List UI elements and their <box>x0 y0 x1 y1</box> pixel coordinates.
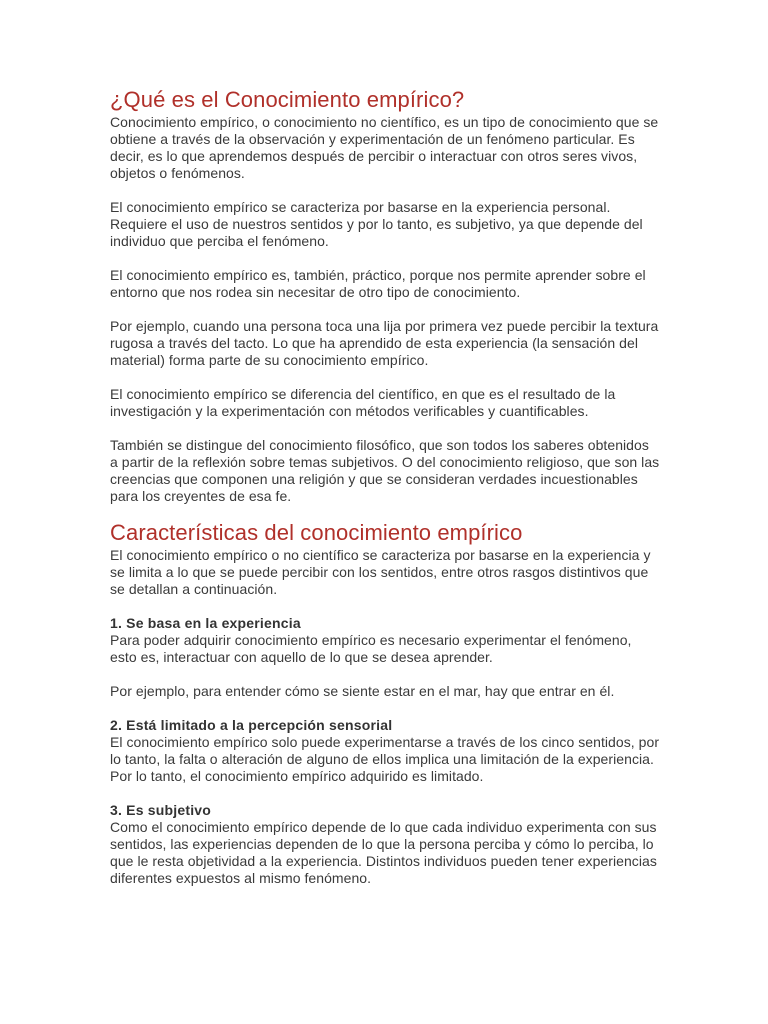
paragraph: El conocimiento empírico se caracteriza por basarse en la experiencia personal. Requiere el uso de nuestros sentidos y por lo tanto, es subjetivo, ya que depende del individuo que perciba el fenómeno. <box>110 199 643 249</box>
document-page <box>110 86 660 887</box>
paragraph: Conocimiento empírico, o conocimiento no científico, es un tipo de conocimiento que se obtiene a través de la observación y experimentación de un fenómeno particular. Es decir, es lo que aprendemos después de percibir o interactuar con otros seres vivos, objetos o fenómenos. <box>110 114 659 181</box>
paragraph: Como el conocimiento empírico depende de lo que cada individuo experimenta con sus sentidos, las experiencias dependen de lo que la persona perciba y cómo lo perciba, lo que le resta objetividad a la experiencia. Distintos individuos pueden tener experiencias diferentes expuestos al mismo fenómeno. <box>110 819 657 886</box>
paragraph: Por ejemplo, cuando una persona toca una lija por primera vez puede percibir la textura rugosa a través del tacto. Lo que ha aprendido de esta experiencia (la sensación del material) forma parte de su conocimiento empírico. <box>110 318 659 368</box>
section-heading-caracteristicas: Características del conocimiento empírico <box>110 520 523 545</box>
paragraph: Por ejemplo, para entender cómo se siente estar en el mar, hay que entrar en él. <box>110 683 615 699</box>
item-title-subjetivo: 3. Es subjetivo <box>110 802 212 818</box>
item-title-experiencia: 1. Se basa en la experiencia <box>110 615 301 631</box>
paragraph: También se distingue del conocimiento filosófico, que son todos los saberes obtenidos a partir de la reflexión sobre temas subjetivos. O del conocimiento religioso, que son las creencias que componen una religión y que se consideran verdades incuestionables para los creyentes de esa fe. <box>110 437 660 504</box>
paragraph: Para poder adquirir conocimiento empírico es necesario experimentar el fenómeno, esto es, interactuar con aquello de lo que se desea aprender. <box>110 632 632 665</box>
paragraph: El conocimiento empírico solo puede experimentarse a través de los cinco sentidos, por lo tanto, la falta o alteración de alguno de ellos implica una limitación de la experiencia. Por lo tanto, el conocimiento empírico adquirido es limitado. <box>110 734 660 784</box>
section-heading-que-es: ¿Qué es el Conocimiento empírico? <box>110 87 465 112</box>
item-title-percepcion: 2. Está limitado a la percepción sensorial <box>110 717 393 733</box>
paragraph: El conocimiento empírico se diferencia del científico, en que es el resultado de la investigación y la experimentación con métodos verificables y cuantificables. <box>110 386 616 419</box>
section-intro: El conocimiento empírico o no científico se caracteriza por basarse en la experiencia y se limita a lo que se puede percibir con los sentidos, entre otros rasgos distintivos que se detallan a continuación. <box>110 547 651 597</box>
paragraph: El conocimiento empírico es, también, práctico, porque nos permite aprender sobre el entorno que nos rodea sin necesitar de otro tipo de conocimiento. <box>110 267 646 300</box>
